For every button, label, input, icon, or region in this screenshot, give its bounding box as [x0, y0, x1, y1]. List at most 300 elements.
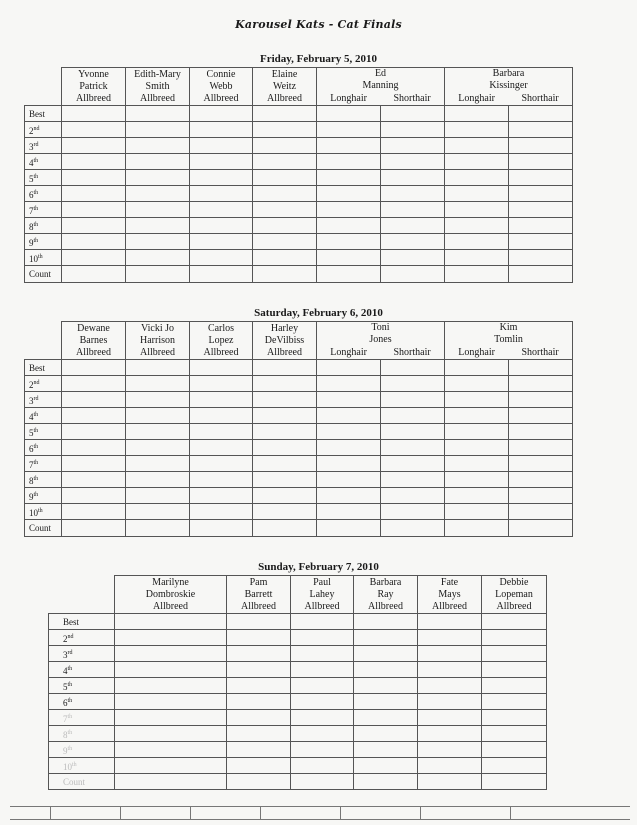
shorthair-label: Shorthair	[393, 347, 431, 358]
entry-cell[interactable]	[509, 488, 573, 504]
entry-cell[interactable]	[509, 472, 573, 488]
entry-cell[interactable]	[509, 202, 573, 218]
entry-cell[interactable]	[227, 710, 291, 726]
rank-row	[49, 726, 547, 742]
entry-cell[interactable]	[126, 186, 190, 202]
entry-cell[interactable]	[126, 504, 190, 520]
entry-cell[interactable]	[115, 742, 227, 758]
count-cell[interactable]	[509, 520, 573, 537]
count-cell[interactable]	[190, 266, 253, 283]
entry-cell[interactable]	[190, 472, 253, 488]
coat-split	[445, 347, 572, 359]
entry-cell[interactable]	[253, 456, 317, 472]
judge-name-line: Fate	[440, 577, 459, 588]
entry-cell[interactable]	[126, 170, 190, 186]
entry-cell[interactable]	[509, 170, 573, 186]
entry-cell[interactable]	[381, 504, 445, 520]
entry-cell[interactable]	[126, 122, 190, 138]
entry-cell[interactable]	[317, 408, 381, 424]
entry-cell[interactable]	[317, 376, 381, 392]
entry-cell[interactable]	[445, 202, 509, 218]
entry-cell[interactable]	[291, 646, 354, 662]
entry-cell[interactable]	[445, 122, 509, 138]
rank-number: 5	[29, 173, 34, 184]
judge-header	[291, 576, 354, 614]
rank-row	[49, 614, 547, 630]
rank-row	[25, 234, 573, 250]
entry-cell[interactable]	[354, 646, 418, 662]
entry-cell[interactable]	[445, 250, 509, 266]
entry-cell[interactable]	[509, 138, 573, 154]
entry-cell[interactable]	[482, 758, 547, 774]
entry-cell[interactable]	[227, 726, 291, 742]
rank-row	[25, 154, 573, 170]
entry-cell[interactable]	[62, 408, 126, 424]
count-cell[interactable]	[62, 266, 126, 283]
entry-cell[interactable]	[381, 234, 445, 250]
rank-number: 6	[63, 697, 68, 708]
entry-cell[interactable]	[317, 122, 381, 138]
rank-suffix: nd	[67, 633, 74, 640]
rank-row	[49, 630, 547, 646]
entry-cell[interactable]	[126, 392, 190, 408]
entry-cell[interactable]	[354, 614, 418, 630]
entry-cell[interactable]	[190, 408, 253, 424]
entry-cell[interactable]	[253, 376, 317, 392]
count-cell[interactable]	[418, 774, 482, 790]
entry-cell[interactable]	[126, 218, 190, 234]
entry-cell[interactable]	[126, 360, 190, 376]
entry-cell[interactable]	[445, 186, 509, 202]
entry-cell[interactable]	[253, 250, 317, 266]
entry-cell[interactable]	[509, 456, 573, 472]
count-cell[interactable]	[381, 266, 445, 283]
entry-cell[interactable]	[482, 726, 547, 742]
rank-label	[25, 376, 62, 392]
judge-name-line: Allbreed	[203, 93, 239, 104]
entry-cell[interactable]	[227, 678, 291, 694]
entry-cell[interactable]	[445, 408, 509, 424]
entry-cell[interactable]	[126, 234, 190, 250]
entry-cell[interactable]	[381, 170, 445, 186]
rank-number: 10	[29, 507, 38, 518]
entry-cell[interactable]	[62, 202, 126, 218]
entry-cell[interactable]	[126, 376, 190, 392]
entry-cell[interactable]	[190, 488, 253, 504]
entry-cell[interactable]	[115, 614, 227, 630]
entry-cell[interactable]	[253, 122, 317, 138]
entry-cell[interactable]	[62, 440, 126, 456]
count-cell[interactable]	[509, 266, 573, 283]
entry-cell[interactable]	[126, 488, 190, 504]
rank-number: 9	[29, 491, 34, 502]
entry-cell[interactable]	[381, 250, 445, 266]
entry-cell[interactable]	[62, 218, 126, 234]
judge-name-line: Allbreed	[304, 601, 340, 612]
entry-cell[interactable]	[62, 360, 126, 376]
entry-cell[interactable]	[381, 138, 445, 154]
entry-cell[interactable]	[291, 662, 354, 678]
entry-cell[interactable]	[115, 646, 227, 662]
entry-cell[interactable]	[253, 106, 317, 122]
entry-cell[interactable]	[418, 646, 482, 662]
entry-cell[interactable]	[445, 360, 509, 376]
entry-cell[interactable]	[190, 504, 253, 520]
rank-row	[25, 488, 573, 504]
count-cell[interactable]	[354, 774, 418, 790]
entry-cell[interactable]	[482, 694, 547, 710]
entry-cell[interactable]	[354, 630, 418, 646]
entry-cell[interactable]	[509, 376, 573, 392]
entry-cell[interactable]	[381, 202, 445, 218]
entry-cell[interactable]	[445, 234, 509, 250]
count-cell[interactable]	[126, 520, 190, 537]
entry-cell[interactable]	[291, 630, 354, 646]
entry-cell[interactable]	[418, 694, 482, 710]
entry-cell[interactable]	[381, 488, 445, 504]
entry-cell[interactable]	[253, 424, 317, 440]
entry-cell[interactable]	[291, 742, 354, 758]
entry-cell[interactable]	[482, 646, 547, 662]
entry-cell[interactable]	[354, 662, 418, 678]
rank-row	[25, 392, 573, 408]
entry-cell[interactable]	[62, 488, 126, 504]
judge-name-line: Webb	[209, 81, 233, 92]
entry-cell[interactable]	[418, 614, 482, 630]
entry-cell[interactable]	[354, 758, 418, 774]
entry-cell[interactable]	[509, 408, 573, 424]
judge-name-line: Vicki Jo	[140, 323, 174, 334]
entry-cell[interactable]	[445, 154, 509, 170]
entry-cell[interactable]	[317, 234, 381, 250]
count-cell[interactable]	[227, 774, 291, 790]
rank-number: 3	[63, 649, 68, 660]
judge-header	[354, 576, 418, 614]
entry-cell[interactable]	[445, 488, 509, 504]
entry-cell[interactable]	[62, 376, 126, 392]
entry-cell[interactable]	[418, 630, 482, 646]
entry-cell[interactable]	[509, 218, 573, 234]
count-cell[interactable]	[190, 520, 253, 537]
rank-number: 7	[29, 205, 34, 216]
entry-cell[interactable]	[253, 234, 317, 250]
entry-cell[interactable]	[445, 392, 509, 408]
entry-cell[interactable]	[190, 440, 253, 456]
count-row	[25, 520, 573, 537]
entry-cell[interactable]	[509, 234, 573, 250]
entry-cell[interactable]	[381, 186, 445, 202]
count-cell[interactable]	[482, 774, 547, 790]
entry-cell[interactable]	[291, 614, 354, 630]
rank-row	[25, 138, 573, 154]
entry-cell[interactable]	[227, 614, 291, 630]
entry-cell[interactable]	[190, 202, 253, 218]
entry-cell[interactable]	[126, 250, 190, 266]
entry-cell[interactable]	[253, 472, 317, 488]
entry-cell[interactable]	[445, 472, 509, 488]
entry-cell[interactable]	[62, 186, 126, 202]
entry-cell[interactable]	[317, 392, 381, 408]
entry-cell[interactable]	[190, 456, 253, 472]
count-cell[interactable]	[126, 266, 190, 283]
entry-cell[interactable]	[317, 472, 381, 488]
entry-cell[interactable]	[418, 726, 482, 742]
entry-cell[interactable]	[509, 392, 573, 408]
entry-cell[interactable]	[126, 472, 190, 488]
entry-cell[interactable]	[317, 170, 381, 186]
entry-cell[interactable]	[253, 504, 317, 520]
entry-cell[interactable]	[482, 614, 547, 630]
entry-cell[interactable]	[126, 424, 190, 440]
entry-cell[interactable]	[381, 456, 445, 472]
entry-cell[interactable]	[190, 122, 253, 138]
entry-cell[interactable]	[126, 138, 190, 154]
count-row	[49, 774, 547, 790]
entry-cell[interactable]	[115, 630, 227, 646]
entry-cell[interactable]	[354, 694, 418, 710]
judge-name-line: Mays	[438, 589, 461, 600]
count-cell[interactable]	[445, 266, 509, 283]
entry-cell[interactable]	[445, 218, 509, 234]
entry-cell[interactable]	[291, 678, 354, 694]
entry-cell[interactable]	[445, 138, 509, 154]
rank-row	[25, 122, 573, 138]
entry-cell[interactable]	[115, 758, 227, 774]
entry-cell[interactable]	[381, 218, 445, 234]
entry-cell[interactable]	[115, 726, 227, 742]
entry-cell[interactable]	[381, 424, 445, 440]
entry-cell[interactable]	[190, 154, 253, 170]
entry-cell[interactable]	[317, 504, 381, 520]
entry-cell[interactable]	[253, 408, 317, 424]
entry-cell[interactable]	[317, 218, 381, 234]
rank-suffix: nd	[33, 379, 40, 386]
entry-cell[interactable]	[317, 202, 381, 218]
entry-cell[interactable]	[418, 662, 482, 678]
entry-cell[interactable]	[418, 758, 482, 774]
count-cell[interactable]	[62, 520, 126, 537]
entry-cell[interactable]	[482, 710, 547, 726]
entry-cell[interactable]	[62, 504, 126, 520]
entry-cell[interactable]	[253, 170, 317, 186]
entry-cell[interactable]	[381, 376, 445, 392]
count-cell[interactable]	[317, 266, 381, 283]
entry-cell[interactable]	[253, 138, 317, 154]
entry-cell[interactable]	[126, 106, 190, 122]
entry-cell[interactable]	[126, 202, 190, 218]
entry-cell[interactable]	[190, 170, 253, 186]
entry-cell[interactable]	[253, 360, 317, 376]
entry-cell[interactable]	[126, 408, 190, 424]
rank-number: 2	[63, 633, 68, 644]
entry-cell[interactable]	[190, 360, 253, 376]
rank-number: 8	[29, 475, 34, 486]
entry-cell[interactable]	[253, 392, 317, 408]
entry-cell[interactable]	[190, 392, 253, 408]
entry-cell[interactable]	[317, 440, 381, 456]
entry-cell[interactable]	[354, 742, 418, 758]
judge-name-line: Barbara	[492, 68, 525, 79]
rank-label	[49, 614, 115, 630]
rank-suffix: rd	[33, 395, 39, 402]
entry-cell[interactable]	[115, 662, 227, 678]
judge-name-line: Elaine	[271, 69, 298, 80]
count-cell[interactable]	[381, 520, 445, 537]
rank-row	[25, 408, 573, 424]
entry-cell[interactable]	[253, 440, 317, 456]
count-cell[interactable]	[115, 774, 227, 790]
entry-cell[interactable]	[126, 154, 190, 170]
entry-cell[interactable]	[445, 504, 509, 520]
entry-cell[interactable]	[317, 154, 381, 170]
entry-cell[interactable]	[62, 456, 126, 472]
entry-cell[interactable]	[291, 710, 354, 726]
entry-cell[interactable]	[126, 456, 190, 472]
friday-heading: Friday, February 5, 2010	[259, 53, 378, 65]
entry-cell[interactable]	[253, 488, 317, 504]
entry-cell[interactable]	[62, 106, 126, 122]
entry-cell[interactable]	[381, 122, 445, 138]
header-corner	[25, 68, 62, 106]
count-cell[interactable]	[291, 774, 354, 790]
entry-cell[interactable]	[354, 710, 418, 726]
rank-label	[25, 138, 62, 154]
entry-cell[interactable]	[418, 742, 482, 758]
rank-suffix: th	[38, 253, 43, 260]
entry-cell[interactable]	[291, 726, 354, 742]
count-cell[interactable]	[317, 520, 381, 537]
judge-name-line: Allbreed	[140, 93, 175, 104]
entry-cell[interactable]	[317, 138, 381, 154]
entry-cell[interactable]	[354, 678, 418, 694]
entry-cell[interactable]	[381, 154, 445, 170]
entry-cell[interactable]	[126, 440, 190, 456]
entry-cell[interactable]	[445, 440, 509, 456]
judge-name-line: Allbreed	[140, 347, 175, 358]
entry-cell[interactable]	[445, 456, 509, 472]
entry-cell[interactable]	[509, 106, 573, 122]
entry-cell[interactable]	[227, 662, 291, 678]
entry-cell[interactable]	[227, 646, 291, 662]
entry-cell[interactable]	[227, 758, 291, 774]
entry-cell[interactable]	[445, 424, 509, 440]
entry-cell[interactable]	[62, 250, 126, 266]
rank-label	[25, 234, 62, 250]
entry-cell[interactable]	[115, 694, 227, 710]
entry-cell[interactable]	[317, 186, 381, 202]
entry-cell[interactable]	[62, 154, 126, 170]
entry-cell[interactable]	[317, 424, 381, 440]
entry-cell[interactable]	[227, 694, 291, 710]
entry-cell[interactable]	[317, 360, 381, 376]
entry-cell[interactable]	[509, 122, 573, 138]
entry-cell[interactable]	[509, 360, 573, 376]
entry-cell[interactable]	[253, 154, 317, 170]
entry-cell[interactable]	[253, 218, 317, 234]
entry-cell[interactable]	[381, 440, 445, 456]
entry-cell[interactable]	[445, 170, 509, 186]
rank-label	[25, 424, 62, 440]
entry-cell[interactable]	[62, 424, 126, 440]
entry-cell[interactable]	[381, 106, 445, 122]
entry-cell[interactable]	[115, 710, 227, 726]
entry-cell[interactable]	[190, 424, 253, 440]
entry-cell[interactable]	[227, 630, 291, 646]
rank-number: 6	[29, 443, 34, 454]
entry-cell[interactable]	[381, 408, 445, 424]
entry-cell[interactable]	[509, 250, 573, 266]
rank-label	[25, 504, 62, 520]
entry-cell[interactable]	[62, 122, 126, 138]
entry-cell[interactable]	[418, 678, 482, 694]
entry-cell[interactable]	[62, 138, 126, 154]
entry-cell[interactable]	[509, 424, 573, 440]
entry-cell[interactable]	[62, 234, 126, 250]
judge-name-line: Jones	[369, 334, 392, 345]
entry-cell[interactable]	[62, 472, 126, 488]
entry-cell[interactable]	[381, 392, 445, 408]
entry-cell[interactable]	[482, 678, 547, 694]
rank-number: 8	[63, 729, 68, 740]
rank-suffix: rd	[33, 141, 39, 148]
count-cell[interactable]	[253, 266, 317, 283]
judge-name-line: Allbreed	[267, 93, 302, 104]
entry-cell[interactable]	[482, 630, 547, 646]
entry-cell[interactable]	[291, 694, 354, 710]
judge-header-row	[25, 322, 573, 360]
entry-cell[interactable]	[445, 106, 509, 122]
entry-cell[interactable]	[190, 376, 253, 392]
rank-number: 3	[29, 141, 34, 152]
rank-label	[49, 726, 115, 742]
entry-cell[interactable]	[190, 250, 253, 266]
entry-cell[interactable]	[509, 154, 573, 170]
entry-cell[interactable]	[509, 186, 573, 202]
entry-cell[interactable]	[482, 662, 547, 678]
entry-cell[interactable]	[253, 186, 317, 202]
entry-cell[interactable]	[190, 138, 253, 154]
entry-cell[interactable]	[115, 678, 227, 694]
rank-label	[25, 472, 62, 488]
entry-cell[interactable]	[317, 488, 381, 504]
entry-cell[interactable]	[381, 472, 445, 488]
entry-cell[interactable]	[509, 504, 573, 520]
entry-cell[interactable]	[509, 440, 573, 456]
entry-cell[interactable]	[418, 710, 482, 726]
entry-cell[interactable]	[190, 106, 253, 122]
entry-cell[interactable]	[482, 742, 547, 758]
count-cell[interactable]	[445, 520, 509, 537]
entry-cell[interactable]	[445, 376, 509, 392]
entry-cell[interactable]	[317, 250, 381, 266]
entry-cell[interactable]	[354, 726, 418, 742]
judge-name-line: Allbreed	[267, 347, 302, 358]
entry-cell[interactable]	[227, 742, 291, 758]
entry-cell[interactable]	[62, 392, 126, 408]
entry-cell[interactable]	[317, 456, 381, 472]
rank-label	[49, 742, 115, 758]
entry-cell[interactable]	[381, 360, 445, 376]
entry-cell[interactable]	[317, 106, 381, 122]
entry-cell[interactable]	[291, 758, 354, 774]
entry-cell[interactable]	[190, 186, 253, 202]
rank-number: 8	[29, 221, 34, 232]
count-cell[interactable]	[253, 520, 317, 537]
entry-cell[interactable]	[190, 234, 253, 250]
entry-cell[interactable]	[190, 218, 253, 234]
entry-cell[interactable]	[253, 202, 317, 218]
entry-cell[interactable]	[62, 170, 126, 186]
